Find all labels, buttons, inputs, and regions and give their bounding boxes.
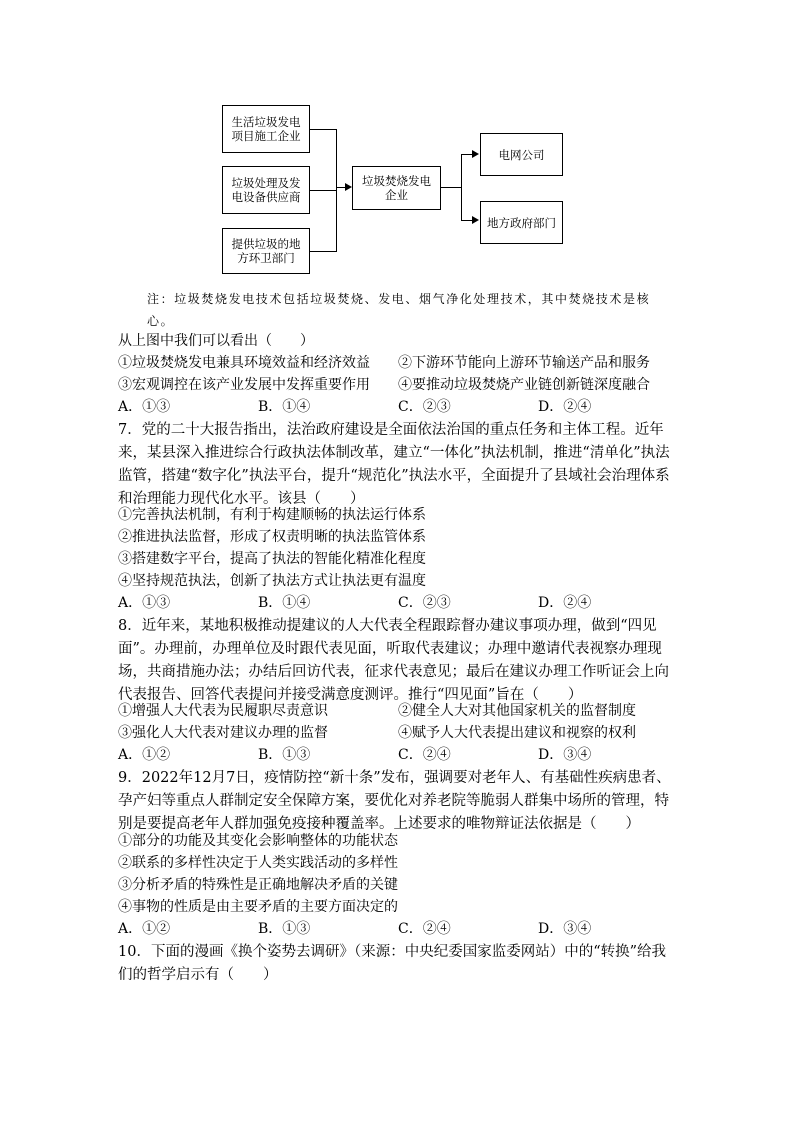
q6-statement-3: ③宏观调控在该产业发展中发挥重要作用	[118, 377, 370, 393]
connector-line	[441, 187, 461, 188]
q9-option-b: B．①③	[258, 921, 311, 937]
q7-stem: 7．党的二十大报告指出，法治政府建设是全面依法治国的重点任务和主体工程。近年来，某县深入推进综合行政执法体制改革，建立“一体化”执法机制，推进“清单化”执法监管，搭建“数字化”执法平台，提升“规范化”执法水平，全面提升了县域社会治理体系和治理能力现代化水平。该县（ ）	[118, 422, 670, 507]
q6-statement-2: ②下游环节能向上游环节输送产品和服务	[398, 355, 650, 371]
diagram-left-box-3: 提供垃圾的地方环卫部门	[222, 228, 310, 274]
q9-option-d: D．③④	[538, 921, 592, 937]
diagram-left-box-2: 垃圾处理及发电设备供应商	[222, 166, 310, 214]
q8-statement-1: ①增强人大代表为民履职尽责意识	[118, 703, 328, 719]
q6-option-c: C．②③	[398, 399, 451, 415]
arrow-head-icon	[345, 183, 352, 191]
q6-option-a: A．①③	[118, 399, 171, 415]
q6-stem: 从上图中我们可以看出（ ）	[118, 333, 314, 349]
diagram-right-box-1: 电网公司	[480, 133, 563, 176]
arrow-head-icon	[472, 150, 479, 158]
q8-option-c: C．②④	[398, 747, 451, 763]
q8-statement-4: ④赋予人大代表提出建议和视察的权利	[398, 725, 636, 741]
q8-stem: 8．近年来，某地积极推动提建议的人大代表全程跟踪督办建议事项办理，做到“四见面”。办理前，办理单位及时跟代表见面，听取代表建议；办理中邀请代表视察办理现场，共商措施办法；办结后回访代表，征求代表意见；最后在建议办理工作听证会上向代表报告、回答代表提问并接受满意度测评。推行“四见面”旨在（ ）	[118, 618, 669, 703]
connector-line	[310, 251, 336, 252]
q9-option-c: C．②④	[398, 921, 451, 937]
diagram-left-box-1: 生活垃圾发电项目施工企业	[222, 105, 310, 153]
q6-option-b: B．①④	[258, 399, 311, 415]
q9-option-a: A．①②	[118, 921, 171, 937]
q8-statement-3: ③强化人大代表对建议办理的监督	[118, 725, 328, 741]
arrow-head-icon	[472, 216, 479, 224]
q6-option-d: D．②④	[538, 399, 592, 415]
connector-line	[461, 154, 462, 220]
connector-line	[310, 190, 336, 191]
q7-option-c: C．②③	[398, 595, 451, 611]
diagram-note: 注：垃圾焚烧发电技术包括垃圾焚烧、发电、烟气净化处理技术，其中焚烧技术是核心。	[147, 292, 651, 328]
q7-statement-4: ④坚持规范执法，创新了执法方式让执法更有温度	[118, 573, 426, 589]
q6-statement-4: ④要推动垃圾焚烧产业链创新链深度融合	[398, 377, 650, 393]
q10-stem: 10．下面的漫画《换个姿势去调研》（来源：中央纪委国家监委网站）中的“转换”给我们的哲学启示有（ ）	[118, 944, 667, 983]
q7-option-a: A．①③	[118, 595, 171, 611]
q7-statement-3: ③搭建数字平台，提高了执法的智能化精准化程度	[118, 551, 426, 567]
q8-option-b: B．①③	[258, 747, 311, 763]
diagram-center-box: 垃圾焚烧发电企业	[352, 166, 441, 210]
diagram-right-box-2: 地方政府部门	[480, 201, 563, 244]
q8-option-d: D．③④	[538, 747, 592, 763]
q9-statement-1: ①部分的功能及其变化会影响整体的功能状态	[118, 833, 398, 849]
q8-statement-2: ②健全人大对其他国家机关的监督制度	[398, 703, 636, 719]
connector-line	[310, 129, 336, 130]
q7-option-d: D．②④	[538, 595, 592, 611]
q6-statement-1: ①垃圾焚烧发电兼具环境效益和经济效益	[118, 355, 370, 371]
connector-line	[336, 129, 337, 252]
q8-option-a: A．①②	[118, 747, 171, 763]
q9-statement-2: ②联系的多样性决定于人类实践活动的多样性	[118, 855, 398, 871]
q7-statement-1: ①完善执法机制，有利于构建顺畅的执法运行体系	[118, 507, 426, 523]
q9-stem: 9．2022年12月7日，疫情防控“新十条”发布，强调要对老年人、有基础性疾病患者、孕产妇等重点人群制定安全保障方案，要优化对养老院等脆弱人群集中场所的管理，特别是要提高老年人群加强免疫接种覆盖率。上述要求的唯物辩证法依据是（ ）	[118, 770, 671, 832]
q9-statement-4: ④事物的性质是由主要矛盾的主要方面决定的	[118, 899, 398, 915]
q9-statement-3: ③分析矛盾的特殊性是正确地解决矛盾的关键	[118, 877, 398, 893]
q7-option-b: B．①④	[258, 595, 311, 611]
flow-diagram	[0, 0, 794, 290]
q7-statement-2: ②推进执法监督，形成了权责明晰的执法监管体系	[118, 529, 426, 545]
